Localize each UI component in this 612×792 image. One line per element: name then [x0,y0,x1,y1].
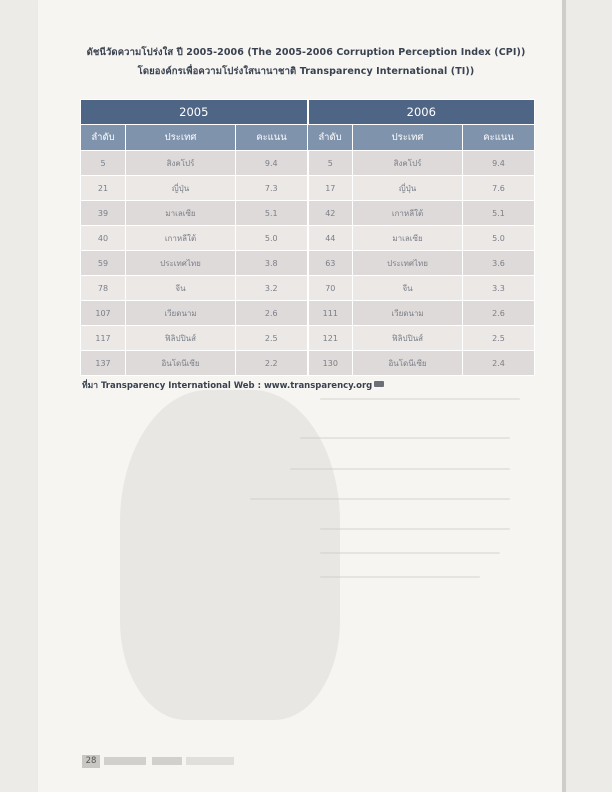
source-note: ที่มา Transparency International Web : www.transparency.org [82,381,373,391]
footer-text-mark [186,757,234,765]
table-row [81,251,535,276]
page-number: 28 [82,755,100,768]
rank-2006-cell: 42 [308,201,353,226]
table-row [81,226,535,251]
country-2006-cell: ญี่ปุ่น [353,176,463,201]
rank-2005-cell: 107 [81,301,126,326]
score-2006-cell: 2.5 [463,326,535,351]
score-2005-cell: 2.2 [236,351,308,376]
rank-2006-cell: 121 [308,326,353,351]
score-2005-cell: 9.4 [236,151,308,176]
table-title-line-2: โดยองค์กรเพื่อความโปร่งใสนานาชาติ Transparency International (TI)) [137,66,475,77]
cpi-table [80,99,535,376]
year-2005-header: 2005 [81,100,308,125]
bleed-through-line [320,552,500,554]
score-2005-cell: 3.2 [236,276,308,301]
score-2006-cell: 2.6 [463,301,535,326]
score-2006-cell: 5.0 [463,226,535,251]
bleed-through-line [250,498,510,500]
country-2005-header: ประเทศ [126,125,236,151]
score-2005-cell: 7.3 [236,176,308,201]
country-2006-cell: อินโดนีเซีย [353,351,463,376]
bleed-through-line [290,468,510,470]
table-row [81,201,535,226]
score-2005-cell: 3.8 [236,251,308,276]
country-2005-cell: เวียดนาม [126,301,236,326]
score-2005-cell: 5.1 [236,201,308,226]
rank-2005-cell: 5 [81,151,126,176]
score-2006-header: คะแนน [463,125,535,151]
score-2005-cell: 2.5 [236,326,308,351]
table-row [81,351,535,376]
page-edge [562,0,566,792]
country-2006-cell: ฟิลิปปินส์ [353,326,463,351]
country-2006-cell: เกาหลีใต้ [353,201,463,226]
country-2005-cell: ญี่ปุ่น [126,176,236,201]
country-2006-cell: สิงคโปร์ [353,151,463,176]
score-2006-cell: 2.4 [463,351,535,376]
rank-2005-cell: 21 [81,176,126,201]
country-2005-cell: อินโดนีเซีย [126,351,236,376]
score-2005-cell: 2.6 [236,301,308,326]
rank-2005-cell: 117 [81,326,126,351]
score-2005-header: คะแนน [236,125,308,151]
table-row [81,301,535,326]
table-row [81,151,535,176]
table-title-line-1: ดัชนีวัดความโปร่งใส ปี 2005-2006 (The 2005-2006 Corruption Perception Index (CPI)) [86,47,526,58]
country-2006-cell: ประเทศไทย [353,251,463,276]
rank-2006-cell: 111 [308,301,353,326]
rank-2005-cell: 40 [81,226,126,251]
year-header-row [81,100,535,125]
rank-2005-cell: 59 [81,251,126,276]
rank-2006-cell: 5 [308,151,353,176]
country-2005-cell: เกาหลีใต้ [126,226,236,251]
score-2006-cell: 9.4 [463,151,535,176]
table-row [81,276,535,301]
country-2005-cell: มาเลเซีย [126,201,236,226]
rank-2005-cell: 78 [81,276,126,301]
country-2006-cell: จีน [353,276,463,301]
table-row [81,326,535,351]
footer-logo-mark [104,757,146,765]
score-2006-cell: 7.6 [463,176,535,201]
arrow-marker-icon [374,381,384,387]
country-2005-cell: จีน [126,276,236,301]
country-2006-cell: มาเลเซีย [353,226,463,251]
rank-2005-cell: 39 [81,201,126,226]
rank-2006-cell: 70 [308,276,353,301]
country-2005-cell: ฟิลิปปินส์ [126,326,236,351]
bleed-through-line [320,528,510,530]
rank-2006-header: ลำดับ [308,125,353,151]
footer-logo-mark [152,757,182,765]
score-2006-cell: 3.3 [463,276,535,301]
bleed-through-line [300,437,510,439]
country-2005-cell: ประเทศไทย [126,251,236,276]
table-row [81,176,535,201]
bleed-through-trophy [120,390,340,720]
column-header-row [81,125,535,151]
bleed-through-line [320,398,520,400]
rank-2005-cell: 137 [81,351,126,376]
rank-2005-header: ลำดับ [81,125,126,151]
rank-2006-cell: 130 [308,351,353,376]
rank-2006-cell: 17 [308,176,353,201]
score-2006-cell: 5.1 [463,201,535,226]
country-2006-header: ประเทศ [353,125,463,151]
year-2006-header: 2006 [308,100,535,125]
rank-2006-cell: 63 [308,251,353,276]
country-2005-cell: สิงคโปร์ [126,151,236,176]
bleed-through-line [320,576,480,578]
score-2006-cell: 3.6 [463,251,535,276]
country-2006-cell: เวียดนาม [353,301,463,326]
score-2005-cell: 5.0 [236,226,308,251]
rank-2006-cell: 44 [308,226,353,251]
